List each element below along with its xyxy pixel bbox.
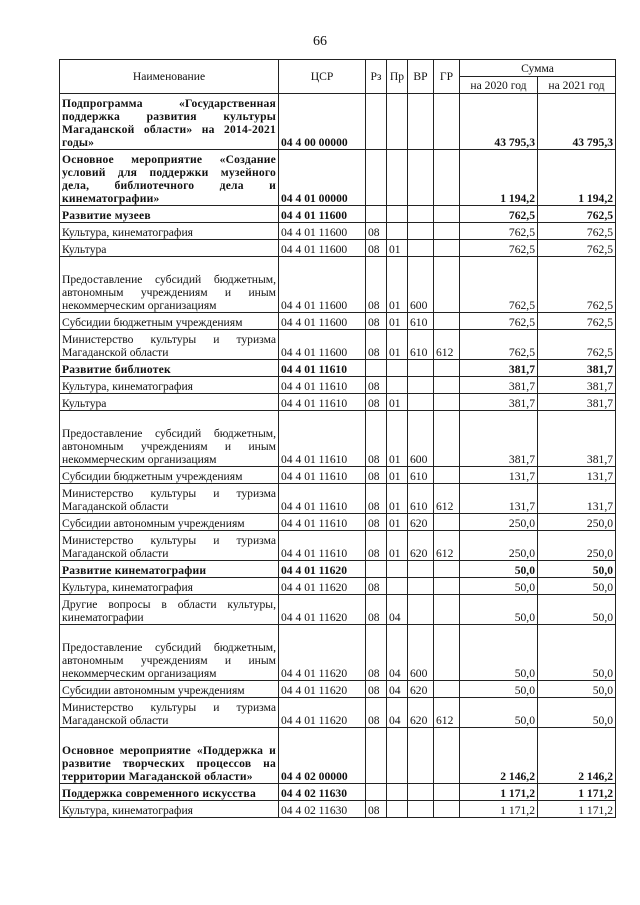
cell-pr: 01 xyxy=(387,531,408,561)
cell-gr xyxy=(434,595,460,625)
table-row xyxy=(60,94,616,150)
cell-pr: 01 xyxy=(387,514,408,531)
cell-name: Субсидии автономным учреждениям xyxy=(60,681,279,698)
cell-amount-2020: 43 795,3 xyxy=(460,94,538,150)
cell-amount-2021: 250,0 xyxy=(538,514,616,531)
cell-amount-2021: 131,7 xyxy=(538,467,616,484)
table-body xyxy=(60,94,616,818)
table-row xyxy=(60,467,616,484)
table-row xyxy=(60,698,616,728)
cell-amount-2021: 762,5 xyxy=(538,223,616,240)
cell-pr xyxy=(387,377,408,394)
cell-amount-2021: 762,5 xyxy=(538,240,616,257)
cell-amount-2020: 762,5 xyxy=(460,223,538,240)
cell-vr: 610 xyxy=(408,467,434,484)
cell-vr xyxy=(408,240,434,257)
cell-amount-2020: 131,7 xyxy=(460,484,538,514)
cell-pr: 01 xyxy=(387,257,408,313)
cell-name: Субсидии бюджетным учреждениям xyxy=(60,467,279,484)
table-row xyxy=(60,394,616,411)
cell-amount-2020: 250,0 xyxy=(460,514,538,531)
cell-amount-2020: 762,5 xyxy=(460,330,538,360)
cell-vr xyxy=(408,394,434,411)
cell-amount-2020: 1 171,2 xyxy=(460,801,538,818)
cell-rz xyxy=(366,206,387,223)
cell-csr: 04 4 01 11620 xyxy=(279,578,366,595)
cell-amount-2020: 50,0 xyxy=(460,578,538,595)
cell-amount-2021: 2 146,2 xyxy=(538,728,616,784)
cell-gr xyxy=(434,313,460,330)
table-row xyxy=(60,150,616,206)
cell-amount-2021: 250,0 xyxy=(538,531,616,561)
table-row xyxy=(60,484,616,514)
header-gr: ГР xyxy=(434,60,460,94)
table-row xyxy=(60,257,616,313)
cell-name: Предоставление субсидий бюджетным, автономным учреждениям и иным некоммерческим организациям xyxy=(60,625,279,681)
cell-csr: 04 4 01 11610 xyxy=(279,377,366,394)
cell-rz: 08 xyxy=(366,394,387,411)
cell-name: Культура, кинематография xyxy=(60,377,279,394)
cell-gr xyxy=(434,411,460,467)
cell-name: Культура xyxy=(60,240,279,257)
cell-name: Министерство культуры и туризма Магаданской области xyxy=(60,698,279,728)
cell-rz xyxy=(366,150,387,206)
cell-amount-2021: 762,5 xyxy=(538,206,616,223)
cell-csr: 04 4 02 11630 xyxy=(279,784,366,801)
cell-rz: 08 xyxy=(366,411,387,467)
cell-pr xyxy=(387,360,408,377)
header-sum: Сумма xyxy=(460,60,616,77)
cell-pr xyxy=(387,561,408,578)
table-header-row xyxy=(60,60,616,77)
cell-gr xyxy=(434,801,460,818)
cell-gr xyxy=(434,561,460,578)
cell-rz: 08 xyxy=(366,484,387,514)
table-row xyxy=(60,578,616,595)
cell-name: Субсидии бюджетным учреждениям xyxy=(60,313,279,330)
cell-pr: 01 xyxy=(387,394,408,411)
cell-amount-2021: 50,0 xyxy=(538,625,616,681)
cell-amount-2021: 50,0 xyxy=(538,698,616,728)
cell-vr: 620 xyxy=(408,681,434,698)
cell-csr: 04 4 01 11610 xyxy=(279,484,366,514)
cell-gr xyxy=(434,257,460,313)
cell-vr: 610 xyxy=(408,484,434,514)
cell-csr: 04 4 01 11610 xyxy=(279,360,366,377)
cell-rz xyxy=(366,360,387,377)
cell-pr: 01 xyxy=(387,240,408,257)
cell-gr xyxy=(434,150,460,206)
cell-amount-2020: 762,5 xyxy=(460,257,538,313)
cell-amount-2020: 50,0 xyxy=(460,625,538,681)
cell-gr: 612 xyxy=(434,484,460,514)
cell-rz: 08 xyxy=(366,330,387,360)
cell-vr xyxy=(408,784,434,801)
cell-name: Культура, кинематография xyxy=(60,223,279,240)
cell-amount-2021: 381,7 xyxy=(538,360,616,377)
cell-pr xyxy=(387,578,408,595)
cell-gr xyxy=(434,206,460,223)
cell-name: Министерство культуры и туризма Магаданской области xyxy=(60,330,279,360)
cell-csr: 04 4 01 11620 xyxy=(279,625,366,681)
cell-csr: 04 4 01 11610 xyxy=(279,411,366,467)
cell-amount-2020: 131,7 xyxy=(460,467,538,484)
table-row xyxy=(60,206,616,223)
cell-name: Культура, кинематография xyxy=(60,801,279,818)
cell-vr: 600 xyxy=(408,411,434,467)
cell-rz: 08 xyxy=(366,801,387,818)
cell-pr: 01 xyxy=(387,411,408,467)
cell-pr: 04 xyxy=(387,595,408,625)
cell-name: Министерство культуры и туризма Магаданской области xyxy=(60,484,279,514)
table-row xyxy=(60,561,616,578)
cell-pr xyxy=(387,223,408,240)
cell-csr: 04 4 01 11610 xyxy=(279,467,366,484)
cell-amount-2021: 762,5 xyxy=(538,313,616,330)
cell-rz: 08 xyxy=(366,625,387,681)
header-pr: Пр xyxy=(387,60,408,94)
page-number: 66 xyxy=(313,34,327,49)
cell-vr: 600 xyxy=(408,257,434,313)
cell-csr: 04 4 01 11620 xyxy=(279,595,366,625)
cell-amount-2021: 1 194,2 xyxy=(538,150,616,206)
table-row xyxy=(60,360,616,377)
cell-amount-2020: 50,0 xyxy=(460,595,538,625)
cell-amount-2020: 50,0 xyxy=(460,561,538,578)
table-row xyxy=(60,330,616,360)
cell-amount-2021: 50,0 xyxy=(538,578,616,595)
cell-vr xyxy=(408,595,434,625)
cell-amount-2020: 381,7 xyxy=(460,411,538,467)
cell-rz: 08 xyxy=(366,514,387,531)
table-row xyxy=(60,377,616,394)
cell-vr xyxy=(408,377,434,394)
table-row xyxy=(60,595,616,625)
table-row xyxy=(60,784,616,801)
cell-name: Министерство культуры и туризма Магаданской области xyxy=(60,531,279,561)
cell-csr: 04 4 01 11600 xyxy=(279,240,366,257)
cell-vr xyxy=(408,360,434,377)
cell-amount-2020: 50,0 xyxy=(460,698,538,728)
cell-amount-2021: 50,0 xyxy=(538,595,616,625)
cell-rz xyxy=(366,561,387,578)
cell-amount-2021: 381,7 xyxy=(538,377,616,394)
cell-gr xyxy=(434,94,460,150)
cell-vr xyxy=(408,728,434,784)
cell-name: Предоставление субсидий бюджетным, автономным учреждениям и иным некоммерческим организациям xyxy=(60,257,279,313)
cell-vr xyxy=(408,94,434,150)
cell-amount-2020: 762,5 xyxy=(460,206,538,223)
cell-csr: 04 4 01 11620 xyxy=(279,561,366,578)
cell-csr: 04 4 00 00000 xyxy=(279,94,366,150)
cell-rz: 08 xyxy=(366,698,387,728)
table-row xyxy=(60,223,616,240)
cell-gr: 612 xyxy=(434,330,460,360)
cell-rz: 08 xyxy=(366,313,387,330)
cell-pr xyxy=(387,206,408,223)
cell-rz xyxy=(366,784,387,801)
cell-name: Основное мероприятие «Поддержка и развитие творческих процессов на территории Магаданской области» xyxy=(60,728,279,784)
cell-gr xyxy=(434,625,460,681)
cell-rz: 08 xyxy=(366,240,387,257)
cell-gr xyxy=(434,223,460,240)
table-row xyxy=(60,514,616,531)
cell-gr: 612 xyxy=(434,531,460,561)
table-row xyxy=(60,240,616,257)
cell-gr xyxy=(434,394,460,411)
cell-amount-2020: 1 194,2 xyxy=(460,150,538,206)
cell-vr xyxy=(408,561,434,578)
cell-vr xyxy=(408,206,434,223)
cell-pr: 01 xyxy=(387,313,408,330)
table-row xyxy=(60,313,616,330)
cell-pr xyxy=(387,150,408,206)
cell-rz: 08 xyxy=(366,681,387,698)
cell-csr: 04 4 01 11600 xyxy=(279,257,366,313)
cell-rz: 08 xyxy=(366,467,387,484)
cell-amount-2020: 250,0 xyxy=(460,531,538,561)
cell-vr: 620 xyxy=(408,514,434,531)
cell-amount-2021: 1 171,2 xyxy=(538,784,616,801)
cell-pr: 01 xyxy=(387,484,408,514)
cell-name: Культура, кинематография xyxy=(60,578,279,595)
table-row xyxy=(60,728,616,784)
header-csr: ЦСР xyxy=(279,60,366,94)
cell-gr xyxy=(434,514,460,531)
cell-pr xyxy=(387,784,408,801)
cell-pr: 04 xyxy=(387,698,408,728)
cell-csr: 04 4 01 11610 xyxy=(279,514,366,531)
cell-amount-2020: 50,0 xyxy=(460,681,538,698)
cell-amount-2021: 762,5 xyxy=(538,330,616,360)
cell-name: Другие вопросы в области культуры, кинематографии xyxy=(60,595,279,625)
cell-amount-2020: 381,7 xyxy=(460,394,538,411)
cell-vr xyxy=(408,801,434,818)
cell-amount-2020: 381,7 xyxy=(460,377,538,394)
cell-amount-2021: 50,0 xyxy=(538,681,616,698)
cell-amount-2021: 762,5 xyxy=(538,257,616,313)
cell-csr: 04 4 02 11630 xyxy=(279,801,366,818)
cell-pr: 01 xyxy=(387,467,408,484)
cell-vr xyxy=(408,578,434,595)
cell-gr xyxy=(434,240,460,257)
cell-amount-2020: 381,7 xyxy=(460,360,538,377)
cell-csr: 04 4 01 11600 xyxy=(279,206,366,223)
cell-amount-2020: 762,5 xyxy=(460,313,538,330)
cell-rz xyxy=(366,94,387,150)
cell-pr: 04 xyxy=(387,625,408,681)
cell-rz: 08 xyxy=(366,595,387,625)
header-year-2020: на 2020 год xyxy=(460,77,538,94)
cell-amount-2020: 1 171,2 xyxy=(460,784,538,801)
cell-csr: 04 4 01 11620 xyxy=(279,698,366,728)
cell-amount-2020: 2 146,2 xyxy=(460,728,538,784)
cell-gr xyxy=(434,360,460,377)
cell-gr xyxy=(434,728,460,784)
cell-gr xyxy=(434,681,460,698)
header-vr: ВР xyxy=(408,60,434,94)
cell-gr xyxy=(434,578,460,595)
cell-vr: 620 xyxy=(408,698,434,728)
cell-amount-2021: 1 171,2 xyxy=(538,801,616,818)
cell-rz: 08 xyxy=(366,377,387,394)
budget-table xyxy=(59,59,616,818)
cell-rz: 08 xyxy=(366,531,387,561)
cell-csr: 04 4 01 11600 xyxy=(279,330,366,360)
table-row xyxy=(60,411,616,467)
cell-csr: 04 4 01 11610 xyxy=(279,531,366,561)
table-row xyxy=(60,531,616,561)
cell-pr: 04 xyxy=(387,681,408,698)
cell-vr: 600 xyxy=(408,625,434,681)
cell-vr: 610 xyxy=(408,313,434,330)
cell-csr: 04 4 01 11600 xyxy=(279,223,366,240)
cell-amount-2021: 381,7 xyxy=(538,394,616,411)
cell-rz: 08 xyxy=(366,257,387,313)
cell-gr xyxy=(434,377,460,394)
cell-csr: 04 4 01 11600 xyxy=(279,313,366,330)
cell-csr: 04 4 01 00000 xyxy=(279,150,366,206)
cell-name: Основное мероприятие «Создание условий для поддержки музейного дела, библиотечного дела и кинематографии» xyxy=(60,150,279,206)
cell-csr: 04 4 01 11620 xyxy=(279,681,366,698)
cell-name: Развитие библиотек xyxy=(60,360,279,377)
cell-csr: 04 4 02 00000 xyxy=(279,728,366,784)
cell-pr: 01 xyxy=(387,330,408,360)
header-name: Наименование xyxy=(60,60,279,94)
cell-amount-2021: 131,7 xyxy=(538,484,616,514)
cell-amount-2020: 762,5 xyxy=(460,240,538,257)
cell-gr xyxy=(434,784,460,801)
cell-name: Подпрограмма «Государственная поддержка развития культуры Магаданской области» на 2014-2021 годы» xyxy=(60,94,279,150)
cell-vr: 610 xyxy=(408,330,434,360)
cell-amount-2021: 50,0 xyxy=(538,561,616,578)
cell-pr xyxy=(387,94,408,150)
header-rz: Рз xyxy=(366,60,387,94)
cell-amount-2021: 43 795,3 xyxy=(538,94,616,150)
table-row xyxy=(60,625,616,681)
cell-rz: 08 xyxy=(366,578,387,595)
table-row xyxy=(60,801,616,818)
cell-csr: 04 4 01 11610 xyxy=(279,394,366,411)
cell-rz: 08 xyxy=(366,223,387,240)
cell-rz xyxy=(366,728,387,784)
table-row xyxy=(60,681,616,698)
cell-pr xyxy=(387,801,408,818)
cell-gr: 612 xyxy=(434,698,460,728)
cell-name: Субсидии автономным учреждениям xyxy=(60,514,279,531)
cell-name: Развитие кинематографии xyxy=(60,561,279,578)
cell-name: Предоставление субсидий бюджетным, автономным учреждениям и иным некоммерческим организациям xyxy=(60,411,279,467)
cell-amount-2021: 381,7 xyxy=(538,411,616,467)
header-year-2021: на 2021 год xyxy=(538,77,616,94)
cell-pr xyxy=(387,728,408,784)
cell-vr: 620 xyxy=(408,531,434,561)
cell-name: Развитие музеев xyxy=(60,206,279,223)
cell-gr xyxy=(434,467,460,484)
cell-vr xyxy=(408,223,434,240)
cell-vr xyxy=(408,150,434,206)
cell-name: Культура xyxy=(60,394,279,411)
cell-name: Поддержка современного искусства xyxy=(60,784,279,801)
